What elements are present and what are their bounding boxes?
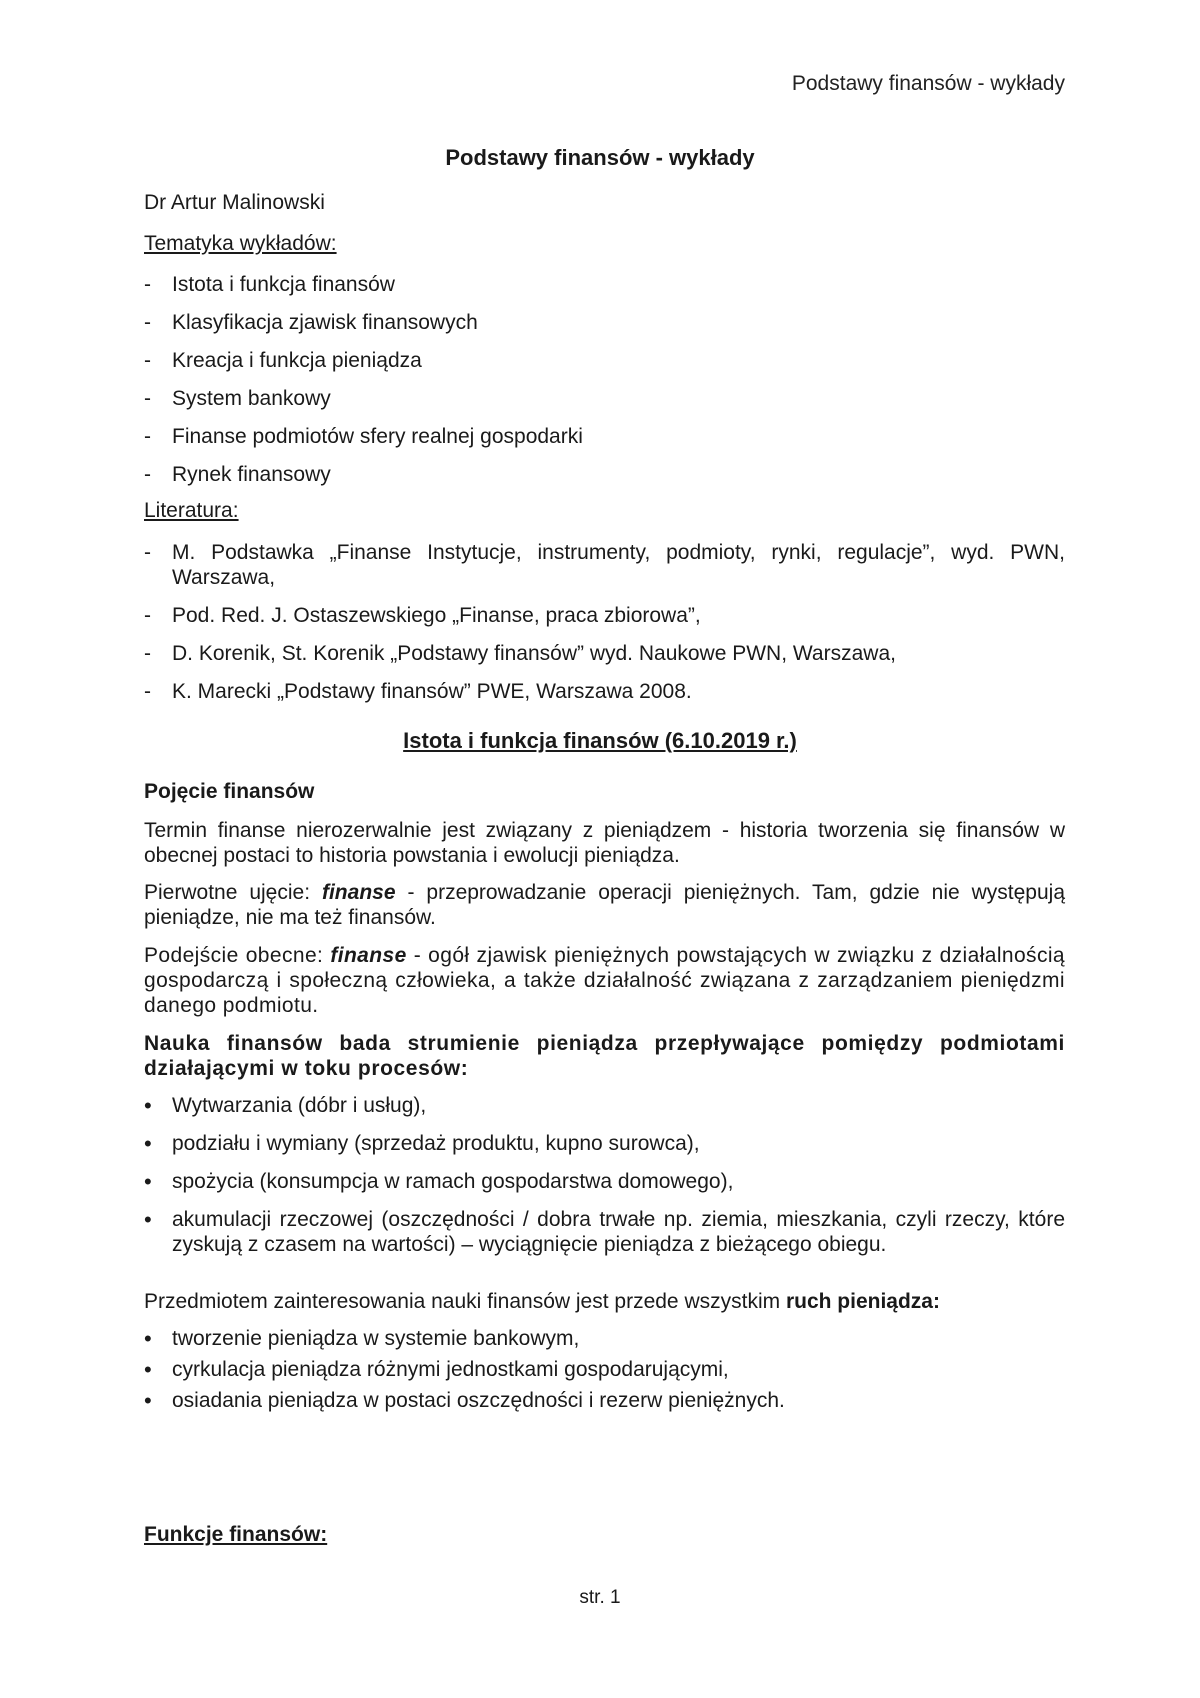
money-movement-list <box>144 1326 1065 1413</box>
paragraph-current-sense: Podejście obecne: finanse - ogół zjawisk pieniężnych powstających w związku z działalnością gospodarczą i społeczną człowieka, a także działalność związana z zarządzaniem pieniędzmi danego podmiotu. <box>144 944 1066 1017</box>
subheading: Pojęcie finansów <box>144 780 315 803</box>
section-title: Istota i funkcja finansów (6.10.2019 r.) <box>403 728 797 753</box>
list-item: - D. Korenik, St. Korenik „Podstawy finansów” wyd. Naukowe PWN, Warszawa, <box>144 641 1065 666</box>
list-item: - Pod. Red. J. Ostaszewskiego „Finanse, praca zbiorowa”, <box>144 603 1065 628</box>
page-number: str. 1 <box>579 1587 621 1608</box>
paragraph-money-movement: Przedmiotem zainteresowania nauki finansów jest przede wszystkim ruch pieniądza: <box>144 1290 940 1313</box>
list-item: - M. Podstawka „Finanse Instytucje, instrumenty, podmioty, rynki, regulacje”, wyd. PWN, Warszawa, <box>144 540 1065 590</box>
list-item: • podziału i wymiany (sprzedaż produktu, kupno surowca), <box>144 1131 1065 1156</box>
list-item: - System bankowy <box>144 386 1065 411</box>
term-finanse: finanse <box>321 881 396 904</box>
list-item: • Wytwarzania (dóbr i usług), <box>144 1093 1065 1118</box>
term-finanse: finanse <box>330 944 407 967</box>
topics-list <box>144 272 1065 487</box>
list-item: - Rynek finansowy <box>144 462 1065 487</box>
bold-statement: Nauka finansów bada strumienie pieniądza przepływające pomiędzy podmiotami działającymi w toku procesów: <box>144 1032 1065 1080</box>
list-item: • osiadania pieniądza w postaci oszczędności i rezerw pieniężnych. <box>144 1388 1065 1413</box>
list-item: - Klasyfikacja zjawisk finansowych <box>144 310 1065 335</box>
author-line: Dr Artur Malinowski <box>144 191 325 214</box>
topics-label: Tematyka wykładów: <box>144 232 337 255</box>
list-item: • cyrkulacja pieniądza różnymi jednostkami gospodarującymi, <box>144 1357 1065 1382</box>
document-title: Podstawy finansów - wykłady <box>445 145 755 170</box>
paragraph-definition: Termin finanse nierozerwalnie jest związany z pieniądzem - historia tworzenia się finansów w obecnej postaci to historia powstania i ewolucji pieniądza. <box>144 819 1065 867</box>
list-item: - Istota i funkcja finansów <box>144 272 1065 297</box>
paragraph-original-sense: Pierwotne ujęcie: finanse - przeprowadzanie operacji pieniężnych. Tam, gdzie nie występują pieniądze, nie ma też finansów. <box>144 881 1065 929</box>
list-item: • tworzenie pieniądza w systemie bankowym, <box>144 1326 1065 1351</box>
list-item: • akumulacji rzeczowej (oszczędności / dobra trwałe np. ziemia, mieszkania, czyli rzeczy, które zyskują z czasem na wartości) – wyciągnięcie pieniądza z bieżącego obiegu. <box>144 1207 1065 1257</box>
literature-label: Literatura: <box>144 499 239 522</box>
list-item: - K. Marecki „Podstawy finansów” PWE, Warszawa 2008. <box>144 679 1065 704</box>
functions-heading: Funkcje finansów: <box>144 1523 328 1546</box>
list-item: - Kreacja i funkcja pieniądza <box>144 348 1065 373</box>
processes-list <box>144 1093 1065 1257</box>
literature-list <box>144 540 1065 704</box>
bold-phrase: ruch pieniądza: <box>785 1290 940 1313</box>
list-item: • spożycia (konsumpcja w ramach gospodarstwa domowego), <box>144 1169 1065 1194</box>
list-item: - Finanse podmiotów sfery realnej gospodarki <box>144 424 1065 449</box>
running-header: Podstawy finansów - wykłady <box>791 72 1065 95</box>
